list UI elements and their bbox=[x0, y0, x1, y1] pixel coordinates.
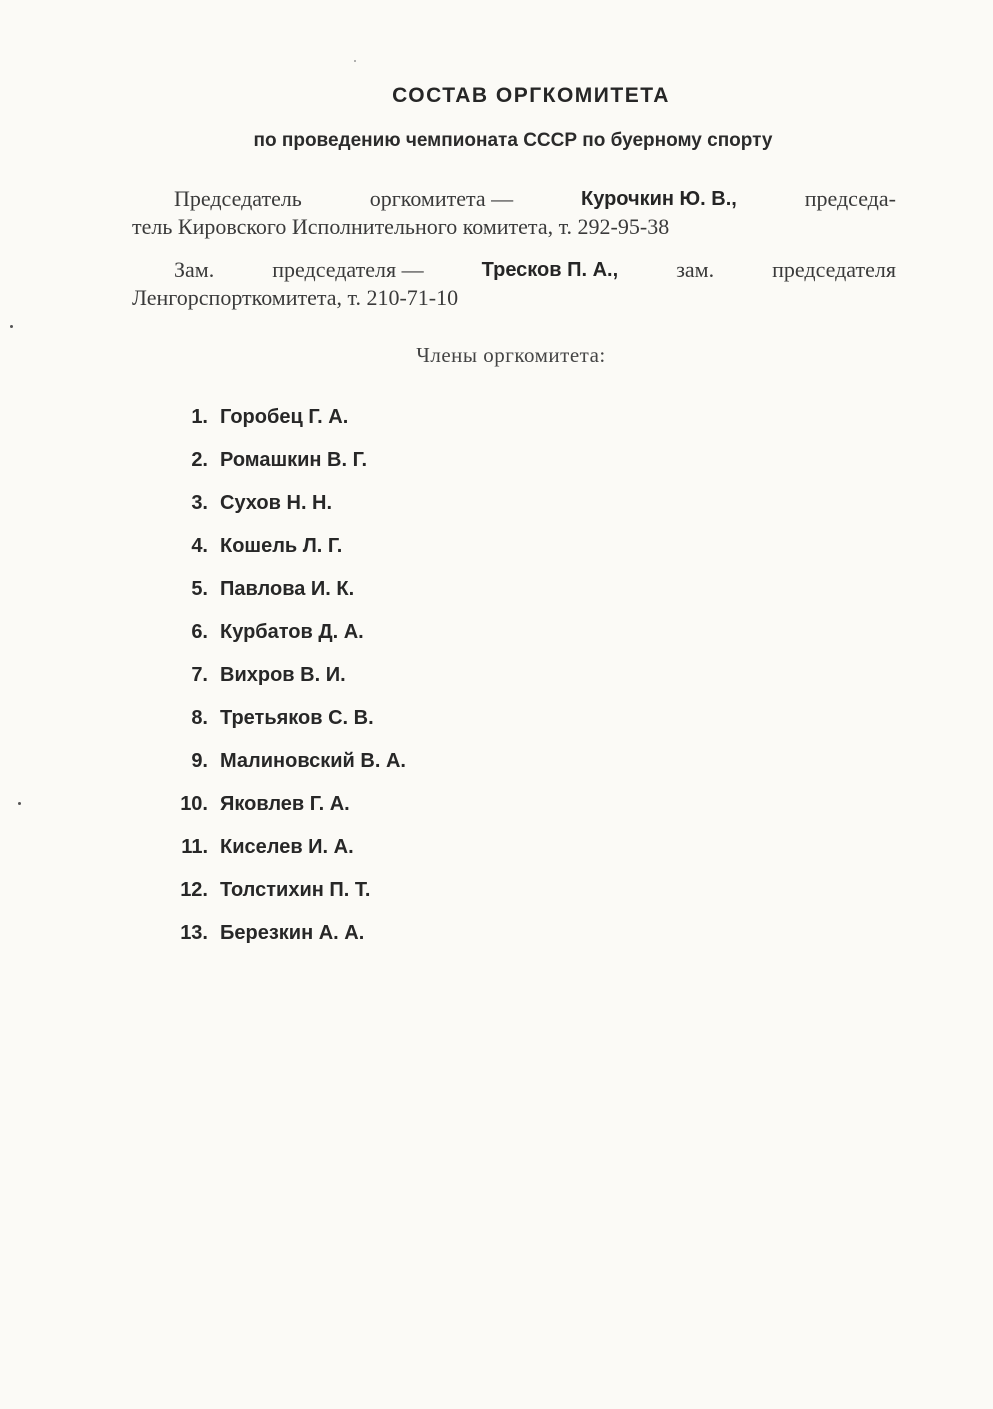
member-name: Третьяков С. В. bbox=[220, 707, 374, 729]
deputy-line-2 bbox=[132, 284, 896, 312]
document-title: СОСТАВ ОРГКОМИТЕТА bbox=[392, 84, 670, 107]
member-item bbox=[170, 703, 406, 746]
member-number: 6. bbox=[191, 621, 208, 643]
deputy-label-2: председателя — bbox=[272, 257, 424, 282]
member-name: Вихров В. И. bbox=[220, 664, 346, 686]
member-name: Горобец Г. А. bbox=[220, 406, 349, 428]
member-name: Березкин А. А. bbox=[220, 922, 365, 944]
member-item bbox=[170, 832, 406, 875]
member-number: 5. bbox=[191, 578, 208, 600]
member-number: 3. bbox=[191, 492, 208, 514]
chairman-line-1 bbox=[132, 185, 896, 213]
deputy-label: Зам. bbox=[174, 257, 215, 282]
chairman-title-start: председа- bbox=[804, 186, 896, 211]
chairman-name: Курочкин Ю. В., bbox=[581, 188, 737, 210]
member-number: 11. bbox=[181, 836, 208, 858]
member-number: 1. bbox=[191, 406, 208, 428]
member-name: Киселев И. А. bbox=[220, 836, 354, 858]
member-item bbox=[170, 617, 406, 660]
member-number: 2. bbox=[191, 449, 208, 471]
member-item bbox=[170, 531, 406, 574]
member-item bbox=[170, 574, 406, 617]
member-number: 4. bbox=[191, 535, 208, 557]
deputy-name: Тресков П. А., bbox=[481, 259, 619, 281]
chairman-label: Председатель bbox=[174, 186, 302, 211]
member-name: Сухов Н. Н. bbox=[220, 492, 333, 514]
member-name: Кошель Л. Г. bbox=[220, 535, 343, 557]
member-number: 12. bbox=[180, 879, 208, 901]
member-item bbox=[170, 875, 406, 918]
member-name: Малиновский В. А. bbox=[220, 750, 406, 772]
members-heading: Члены оргкомитета: bbox=[416, 343, 606, 367]
member-item bbox=[170, 789, 406, 832]
chairman-line-2 bbox=[132, 213, 896, 241]
chairman-paragraph bbox=[132, 185, 896, 241]
member-item bbox=[170, 445, 406, 488]
member-number: 8. bbox=[191, 707, 208, 729]
chairman-title-rest: тель Кировского Исполнительного комитета, т. 292-95-38 bbox=[132, 214, 670, 239]
member-name: Курбатов Д. А. bbox=[220, 621, 364, 643]
paper-speck bbox=[18, 802, 21, 805]
member-number: 13. bbox=[180, 922, 208, 944]
chairman-label-2: оргкомитета — bbox=[369, 186, 514, 211]
member-name: Ромашкин В. Г. bbox=[220, 449, 368, 471]
member-name: Толстихин П. Т. bbox=[220, 879, 371, 901]
paper-speck bbox=[10, 325, 13, 328]
member-item bbox=[170, 488, 406, 531]
member-name: Яковлев Г. А. bbox=[220, 793, 350, 815]
member-item bbox=[170, 746, 406, 789]
members-list bbox=[170, 402, 406, 961]
deputy-title-rest: Ленгорспорткомитета, т. 210-71-10 bbox=[132, 285, 459, 310]
member-item bbox=[170, 402, 406, 445]
deputy-paragraph bbox=[132, 256, 896, 312]
member-item bbox=[170, 660, 406, 703]
member-number: 10. bbox=[180, 793, 208, 815]
member-number: 7. bbox=[191, 664, 208, 686]
member-name: Павлова И. К. bbox=[220, 578, 355, 600]
deputy-line-1 bbox=[132, 256, 896, 284]
paper-speck bbox=[354, 60, 356, 62]
member-number: 9. bbox=[191, 750, 208, 772]
member-item bbox=[170, 918, 406, 961]
document-subtitle: по проведению чемпионата СССР по буерному спорту bbox=[253, 130, 773, 151]
deputy-title-a: зам. bbox=[676, 257, 715, 282]
deputy-title-b: председателя bbox=[772, 257, 896, 282]
